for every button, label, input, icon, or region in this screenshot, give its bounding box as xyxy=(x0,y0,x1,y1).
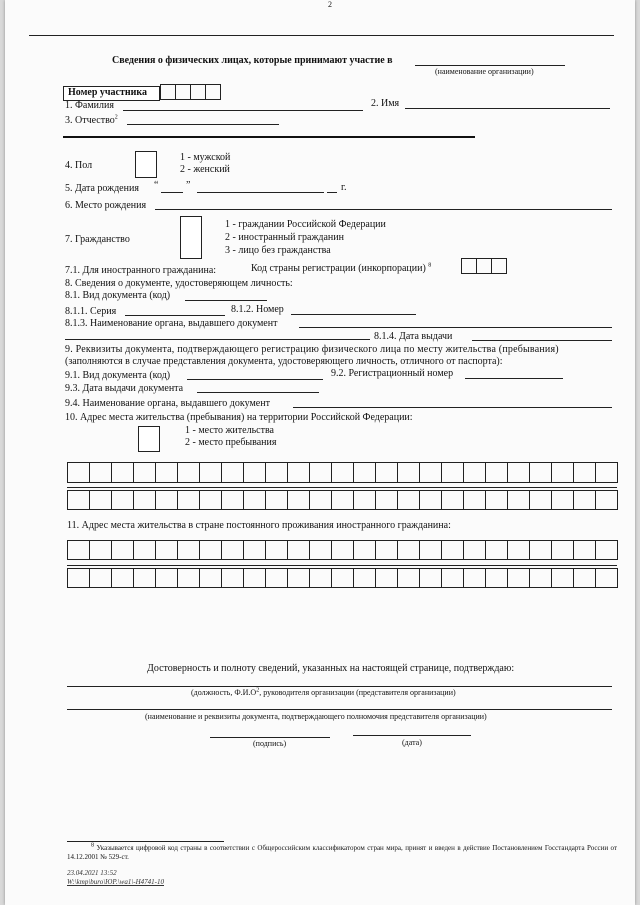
reg-issuer-label: 9.4. Наименование органа, выдавшего документ xyxy=(65,398,270,409)
birth-date-label: 5. Дата рождения xyxy=(65,183,139,194)
citizenship-option-2: 2 - иностранный гражданин xyxy=(225,232,344,243)
reg-date-field[interactable] xyxy=(197,392,319,393)
citizenship-option-1: 1 - граждании Российской Федерации xyxy=(225,219,386,230)
address-ru-separator xyxy=(67,487,617,488)
org-name-line[interactable] xyxy=(415,65,565,66)
gender-option-male: 1 - мужской xyxy=(180,152,231,163)
file-path: W:\kmp\buro\ЮР.\wa1\-H4741-10 xyxy=(67,878,164,886)
birth-place-label: 6. Место рождения xyxy=(65,200,147,211)
birth-date-close-quote: ” xyxy=(186,180,191,191)
surname-label: 1. Фамилия xyxy=(65,100,114,111)
address-type-input-box[interactable] xyxy=(138,426,160,452)
doc-type-field[interactable] xyxy=(185,300,267,301)
participant-label-box xyxy=(63,86,160,101)
doc-issuer-label: 8.1.3. Наименование органа, выдавшего документ xyxy=(65,318,278,329)
address-ru-cells-row-1[interactable] xyxy=(67,462,618,483)
authority-document-field[interactable] xyxy=(67,709,612,710)
address-option-stay: 2 - место пребывания xyxy=(185,437,277,448)
gender-option-female: 2 - женский xyxy=(180,164,230,175)
reg-doc-type-label: 9.1. Вид документа (код) xyxy=(65,370,171,381)
country-code-cells[interactable] xyxy=(461,258,507,274)
participant-number-cells[interactable] xyxy=(160,84,221,100)
address-foreign-cells-row-2[interactable] xyxy=(67,568,618,588)
address-foreign-cells-row-1[interactable] xyxy=(67,540,618,560)
name-label: 2. Имя xyxy=(371,98,400,109)
id-document-label: 8. Сведения о документе, удостоверяющем личность: xyxy=(65,278,293,289)
signature-field[interactable] xyxy=(210,737,330,738)
form-page xyxy=(5,0,635,905)
position-name-hint: (должность, $Ф.И.О^2$, руководителя организации (представителя организации) xyxy=(191,687,456,697)
address-foreign-separator xyxy=(67,565,617,566)
section-divider xyxy=(63,136,475,138)
patronymic-field[interactable] xyxy=(127,124,279,125)
position-name-field[interactable] xyxy=(67,686,612,687)
patronymic-label: 3. Отчество$^2$ xyxy=(65,114,118,126)
citizenship-option-3: 3 - лицо без гражданства xyxy=(225,245,331,256)
print-datetime: 23.04.2021 13:52 xyxy=(67,869,117,877)
doc-issue-date-label: 8.1.4. Дата выдачи xyxy=(374,331,453,342)
birth-date-open-quote: “ xyxy=(154,180,159,191)
name-field[interactable] xyxy=(405,108,610,109)
page-number: 2 xyxy=(328,0,332,9)
doc-number-field[interactable] xyxy=(291,314,416,315)
doc-series-label: 8.1.1. Серия xyxy=(65,306,117,317)
address-foreign-label: 11. Адрес места жительства в стране постоянного проживания иностранного гражданина: xyxy=(67,520,451,531)
gender-label: 4. Пол xyxy=(65,160,93,171)
address-option-residence: 1 - место жительства xyxy=(185,425,274,436)
form-title: Сведения о физических лицах, которые принимают участие в xyxy=(112,55,393,66)
gender-input-box[interactable] xyxy=(135,151,157,178)
surname-field[interactable] xyxy=(123,110,363,111)
signature-hint: (подпись) xyxy=(253,739,287,748)
reg-number-field[interactable] xyxy=(465,378,563,379)
registration-doc-heading: 9. Реквизиты документа, подтверждающего регистрацию физического лица по месту жительства (пребывания) xyxy=(65,344,559,355)
registration-doc-note: (заполняются в случае представления документа, удостоверяющего личность, отличного от паспорта): xyxy=(65,356,503,367)
birth-year-field[interactable] xyxy=(327,192,337,193)
citizenship-input-box[interactable] xyxy=(180,216,202,259)
doc-number-label: 8.1.2. Номер xyxy=(231,304,284,315)
date-field[interactable] xyxy=(353,735,471,736)
doc-type-label: 8.1. Вид документа (код) xyxy=(65,290,171,301)
participant-label: Номер участника xyxy=(68,87,148,98)
reg-doc-type-field[interactable] xyxy=(187,379,323,380)
authority-document-hint: (наименование и реквизиты документа, подтверждающего полномочия представителя организации) xyxy=(145,712,487,721)
address-ru-label: 10. Адрес места жительства (пребывания) на территории Российской Федерации: xyxy=(65,412,413,423)
date-hint: (дата) xyxy=(402,738,422,747)
footnote-text: 8 Указывается цифровой код страны в соответствии с Общероссийским классификатором стран мира, принят и введен в действие Постановлением Госстандарта России от 14.12.2001 № 529-ст. xyxy=(67,842,618,861)
birth-place-field[interactable] xyxy=(155,209,612,210)
reg-date-label: 9.3. Дата выдачи документа xyxy=(65,383,184,394)
doc-series-field[interactable] xyxy=(125,315,225,316)
reg-issuer-field[interactable] xyxy=(293,407,612,408)
birth-month-field[interactable] xyxy=(197,192,324,193)
doc-issuer-field[interactable] xyxy=(299,327,612,328)
birth-date-year-suffix: г. xyxy=(341,182,347,193)
citizenship-label: 7. Гражданство xyxy=(65,234,130,245)
top-border xyxy=(29,35,614,36)
reg-number-label: 9.2. Регистрационный номер xyxy=(331,368,454,379)
foreign-citizen-label: 7.1. Для иностранного гражданина: xyxy=(65,265,217,276)
country-code-label: Код страны регистрации (инкорпорации) $^8$ xyxy=(251,262,432,274)
address-ru-cells-row-2[interactable] xyxy=(67,490,618,510)
doc-issue-date-field[interactable] xyxy=(472,340,612,341)
org-name-hint: (наименование организации) xyxy=(435,67,534,76)
birth-day-field[interactable] xyxy=(161,192,183,193)
doc-issuer-field-2[interactable] xyxy=(65,339,370,340)
confirmation-text: Достоверность и полноту сведений, указанных на настоящей странице, подтверждаю: xyxy=(147,663,515,674)
